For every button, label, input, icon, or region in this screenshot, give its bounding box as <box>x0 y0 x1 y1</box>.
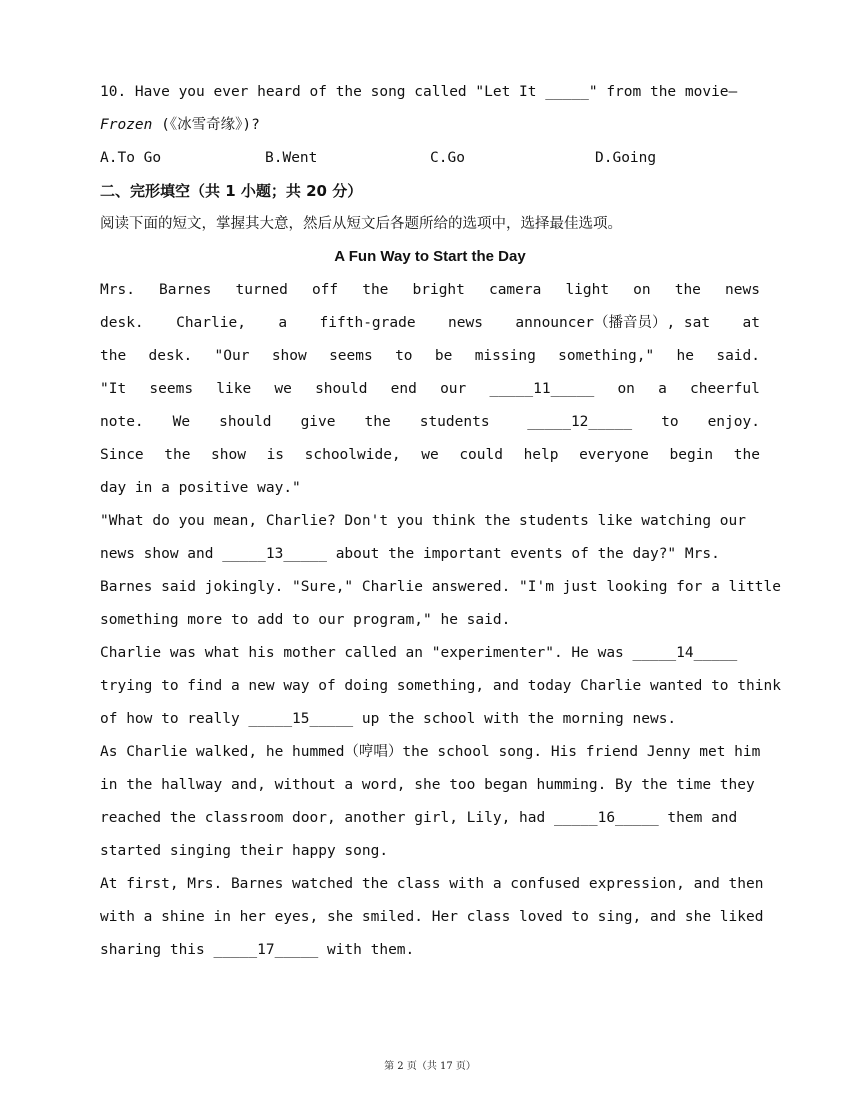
passage-line: news show and _____13_____ about the important events of the day?" Mrs. <box>100 546 720 562</box>
passage-line: trying to find a new way of doing something, and today Charlie wanted to think <box>100 678 781 694</box>
passage-justified-lines <box>100 276 760 474</box>
passage-word: desk. <box>100 315 144 331</box>
passage-word: schoolwide, <box>304 447 401 463</box>
passage-word: the <box>100 348 127 364</box>
option-b: B.Went <box>265 150 318 166</box>
passage-word: a <box>658 381 667 397</box>
passage-word: begin <box>669 447 714 463</box>
passage-line: At first, Mrs. Barnes watched the class with a confused expression, and then <box>100 876 764 892</box>
passage-word: announcer（播音员）, sat <box>515 315 711 331</box>
question-10-options <box>100 144 760 177</box>
passage-word: to <box>395 348 413 364</box>
passage-line <box>100 375 760 408</box>
document-page <box>100 78 781 969</box>
passage-word: could <box>459 447 503 463</box>
passage-word: We <box>172 414 191 430</box>
passage-line: As Charlie walked, he hummed（哼唱）the school song. His friend Jenny met him <box>100 744 761 760</box>
passage-word: the <box>674 282 701 298</box>
passage-word: turned <box>235 282 288 298</box>
passage-word: he <box>676 348 694 364</box>
passage-word: news <box>725 282 760 298</box>
passage-word: news <box>448 315 483 331</box>
passage-word: the <box>733 447 760 463</box>
passage-line: Barnes said jokingly. "Sure," Charlie answered. "I'm just looking for a little <box>100 579 781 595</box>
passage-word: help <box>523 447 559 463</box>
passage-word: a <box>278 315 288 331</box>
option-a: A.To Go <box>100 150 162 166</box>
option-d: D.Going <box>595 150 657 166</box>
passage-word: we <box>274 381 292 397</box>
passage-line <box>100 408 760 441</box>
passage-word: something," <box>558 348 655 364</box>
passage-word: seems <box>149 381 194 397</box>
passage-word: show <box>211 447 246 463</box>
passage-word: the <box>362 282 389 298</box>
passage-word: on <box>633 282 651 298</box>
passage-word: end <box>390 381 417 397</box>
passage-line <box>100 342 760 375</box>
passage-line: day in a positive way." <box>100 480 301 496</box>
passage-line: something more to add to our program," he said. <box>100 612 511 628</box>
passage-word: said. <box>716 348 760 364</box>
passage-line: with a shine in her eyes, she smiled. Her class loved to sing, and she liked <box>100 909 764 925</box>
passage-word: off <box>311 282 339 298</box>
passage-word: _____12_____ <box>518 414 633 430</box>
passage-word: Barnes <box>159 282 212 298</box>
passage-word: give <box>300 414 336 430</box>
passage-word: cheerful <box>690 381 760 397</box>
passage-word: the <box>364 414 391 430</box>
passage-word: camera <box>488 282 542 298</box>
passage-line: in the hallway and, without a word, she too began humming. By the time they <box>100 777 755 793</box>
passage-word: our <box>440 381 467 397</box>
passage-word: "It <box>100 381 127 397</box>
passage-line: started singing their happy song. <box>100 843 389 859</box>
passage-line: Charlie was what his mother called an "experimenter". He was _____14_____ <box>100 645 738 661</box>
passage-line: of how to really _____15_____ up the school with the morning news. <box>100 711 677 727</box>
passage-word: light <box>565 282 610 298</box>
passage-word: is <box>266 447 285 463</box>
passage-word: note. <box>100 414 144 430</box>
passage-word: Mrs. <box>100 282 135 298</box>
passage-line: "What do you mean, Charlie? Don't you think the students like watching our <box>100 513 747 529</box>
passage-word: to <box>661 414 679 430</box>
section-header: 二、完形填空（共 1 小题；共 20 分） <box>100 182 363 200</box>
passage-word: the <box>164 447 191 463</box>
passage-lines <box>100 474 781 969</box>
option-c: C.Go <box>430 150 465 166</box>
passage-word: should <box>315 381 368 397</box>
passage-word: students <box>419 414 490 430</box>
passage-word: Charlie, <box>176 315 246 331</box>
passage-word: like <box>216 381 252 397</box>
passage-word: "Our <box>214 348 250 364</box>
passage-word: desk. <box>148 348 193 364</box>
passage-word: at <box>742 315 760 331</box>
passage-word: fifth-grade <box>319 315 416 331</box>
passage-title: A Fun Way to Start the Day <box>334 248 526 265</box>
question-10-stem: 10. Have you ever heard of the song called "Let It _____" from the movie— <box>100 84 738 100</box>
page-footer: 第 2 页（共 17 页） <box>384 1061 476 1072</box>
passage-word: show <box>271 348 307 364</box>
passage-word: seems <box>329 348 373 364</box>
passage-word: we <box>421 447 439 463</box>
movie-title: Frozen <box>100 117 153 133</box>
passage-word: missing <box>474 348 536 364</box>
passage-word: should <box>219 414 272 430</box>
passage-line: sharing this _____17_____ with them. <box>100 942 415 958</box>
passage-word: bright <box>412 282 465 298</box>
passage-line: reached the classroom door, another girl, Lily, had _____16_____ them and <box>100 810 738 826</box>
passage-word: be <box>434 348 453 364</box>
passage-line <box>100 276 760 309</box>
movie-title-chinese: (《冰雪奇缘》)? <box>152 117 260 133</box>
passage-word: on <box>617 381 635 397</box>
passage-word: Since <box>100 447 144 463</box>
passage-line <box>100 441 760 474</box>
section-instructions: 阅读下面的短文，掌握其大意，然后从短文后各题所给的选项中，选择最佳选项。 <box>100 216 622 232</box>
passage-word: _____11_____ <box>489 381 595 397</box>
question-10-stem-continued <box>100 111 760 144</box>
passage-word: enjoy. <box>707 414 760 430</box>
passage-word: everyone <box>579 447 649 463</box>
passage-line <box>100 309 760 342</box>
